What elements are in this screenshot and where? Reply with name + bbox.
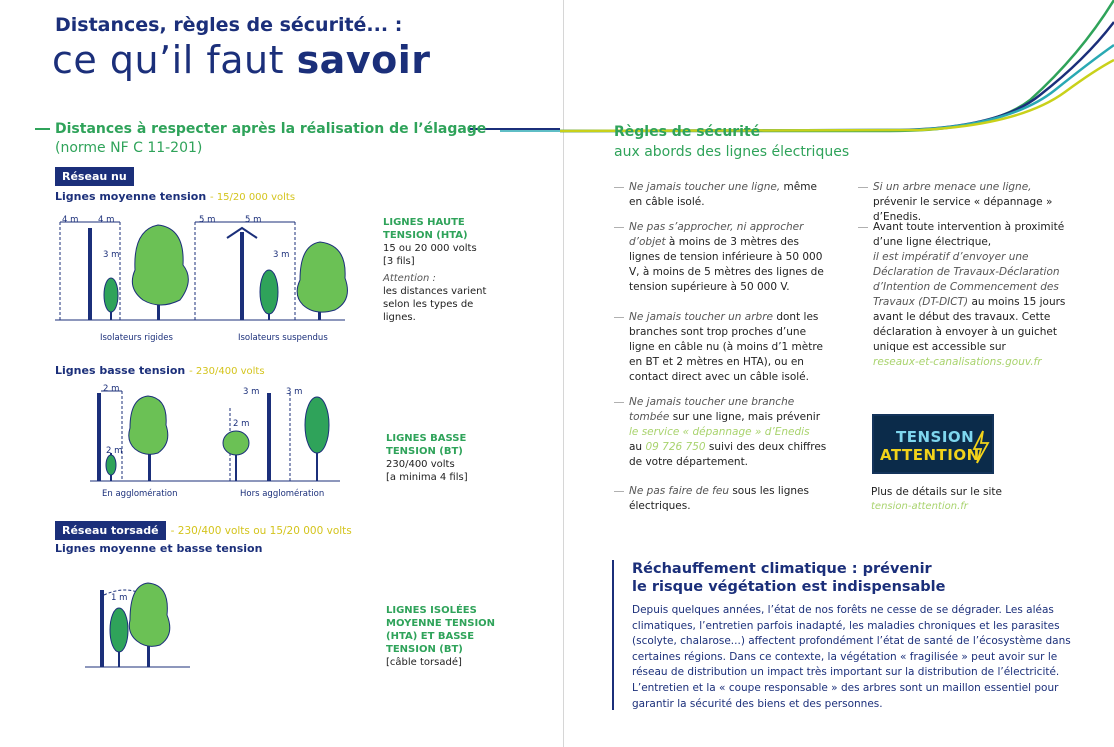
bt-dim-1: 2 m	[103, 384, 120, 394]
torsade-note: LIGNES ISOLÉES MOYENNE TENSION (HTA) ET BASSE TENSION (BT) [câble torsadé]	[386, 605, 496, 668]
rule-5: Ne pas faire de feu sous les lignes électriques.	[629, 485, 809, 512]
bt-caption-2: Hors agglomération	[240, 489, 325, 499]
mt-caption-1: Isolateurs rigides	[100, 333, 173, 343]
rule-7: Avant toute intervention à proximité d’une ligne électrique, il est impératif d’envoyer une Déclaration de Travaux-Déclaration d’Intention de Commencement des Travaux (DT-DICT) au moins 15 jours avant le début des travaux. Cette déclaration à envoyer à un guichet unique est accessible sur reseaux-et-canalisations.gouv.fr	[873, 221, 1066, 368]
torsade-dim: 1 m	[111, 593, 128, 603]
tension-attention-link[interactable]: tension-attention.fr	[871, 501, 968, 512]
lightning-icon	[972, 430, 990, 464]
page-title-line2: ce qu’il faut savoir	[52, 38, 431, 82]
bt-dim-5: 2 m	[233, 419, 250, 429]
distances-subheading: (norme NF C 11-201)	[55, 140, 203, 156]
enedis-phone[interactable]: 09 726 750	[645, 441, 706, 453]
rule-3: Ne jamais toucher un arbre dont les branches sont trop proches d’une ligne en câble nu (à moins d’1 mètre en BT et 2 mètres en HTA), ou en contact direct avec un câble isolé.	[629, 311, 823, 383]
decorative-swoosh-lines	[560, 0, 1114, 140]
enedis-link[interactable]: le service « dépannage » d’Enedis	[629, 426, 810, 438]
rule-6: Si un arbre menace une ligne, prévenir le service « dépannage » d’Enedis.	[873, 181, 1053, 223]
torsade-illustration	[85, 575, 195, 675]
safety-heading: Règles de sécurité	[614, 124, 761, 140]
mt-dim-6: 3 m	[273, 250, 290, 260]
torsade-row	[55, 519, 352, 538]
bt-illustration	[90, 383, 350, 488]
distances-heading: Distances à respecter après la réalisation de l’élagage	[55, 121, 487, 137]
reseau-nu-badge: Réseau nu	[55, 167, 134, 186]
mt-caption-2: Isolateurs suspendus	[238, 333, 328, 343]
bt-dim-3: 3 m	[243, 387, 260, 397]
rule-2: Ne pas s’approcher, ni approcher d’objet à moins de 3 mètres des lignes de tension inférieure à 50 000 V, à moins de 5 mètres des lignes de tension supérieure à 50 000 V.	[629, 221, 824, 293]
mt-dim-2: 4 m	[98, 215, 115, 225]
page-title-line1: Distances, règles de sécurité... :	[55, 14, 403, 36]
bt-title: Lignes basse tension - 230/400 volts	[55, 364, 265, 377]
torsade-title: Lignes moyenne et basse tension	[55, 542, 263, 555]
climate-accent-bar	[612, 560, 614, 710]
mt-dim-4: 5 m	[199, 215, 216, 225]
bt-caption-1: En agglomération	[102, 489, 178, 499]
rule-1: Ne jamais toucher une ligne, même en câble isolé.	[629, 181, 817, 208]
more-info: Plus de détails sur le site	[871, 486, 1002, 498]
dt-dict-link[interactable]: reseaux-et-canalisations.gouv.fr	[873, 356, 1042, 368]
mt-title: Lignes moyenne tension - 15/20 000 volts	[55, 190, 296, 203]
mt-dim-1: 4 m	[62, 215, 79, 225]
reseau-torsade-badge: Réseau torsadé	[55, 521, 166, 540]
bt-note: LIGNES BASSE TENSION (BT) 230/400 volts [a minima 4 fils]	[386, 433, 468, 483]
rule-4: Ne jamais toucher une branche tombée sur une ligne, mais prévenir le service « dépannage » d’Enedis au 09 726 750 suivi des deux chiffres de votre département.	[629, 396, 827, 468]
climate-heading: Réchauffement climatique : prévenir le risque végétation est indispensable	[632, 561, 946, 595]
bt-dim-4: 3 m	[286, 387, 303, 397]
torsade-volt: - 230/400 volts ou 15/20 000 volts	[170, 525, 352, 537]
mt-dim-3: 3 m	[103, 250, 120, 260]
climate-paragraph: Depuis quelques années, l’état de nos forêts ne cesse de se dégrader. Les aléas climatiques, l’entretien parfois inadapté, les maladies chroniques et les parasites (scolyte, chalarose...) affectent profondément l’état de santé de l’écosystème dans certaines régions. Dans ce contexte, la végétation « fragilisée » peut avoir sur le réseau de distribution un impact très important sur la distribution de l’électricité. L’entretien et la « coupe responsable » des arbres sont un maillon essentiel pour garantir la sécurité des biens et des personnes.	[632, 604, 1071, 710]
safety-subheading: aux abords des lignes électriques	[614, 144, 850, 160]
mt-dim-5: 5 m	[245, 215, 262, 225]
bt-dim-2: 2 m	[106, 446, 123, 456]
tension-attention-logo: TENSION ATTENTION	[872, 414, 994, 474]
hta-note: LIGNES HAUTE TENSION (HTA) 15 ou 20 000 volts [3 fils] Attention : les distances varient selon les types de lignes.	[383, 217, 487, 323]
mt-illustration	[55, 210, 355, 335]
